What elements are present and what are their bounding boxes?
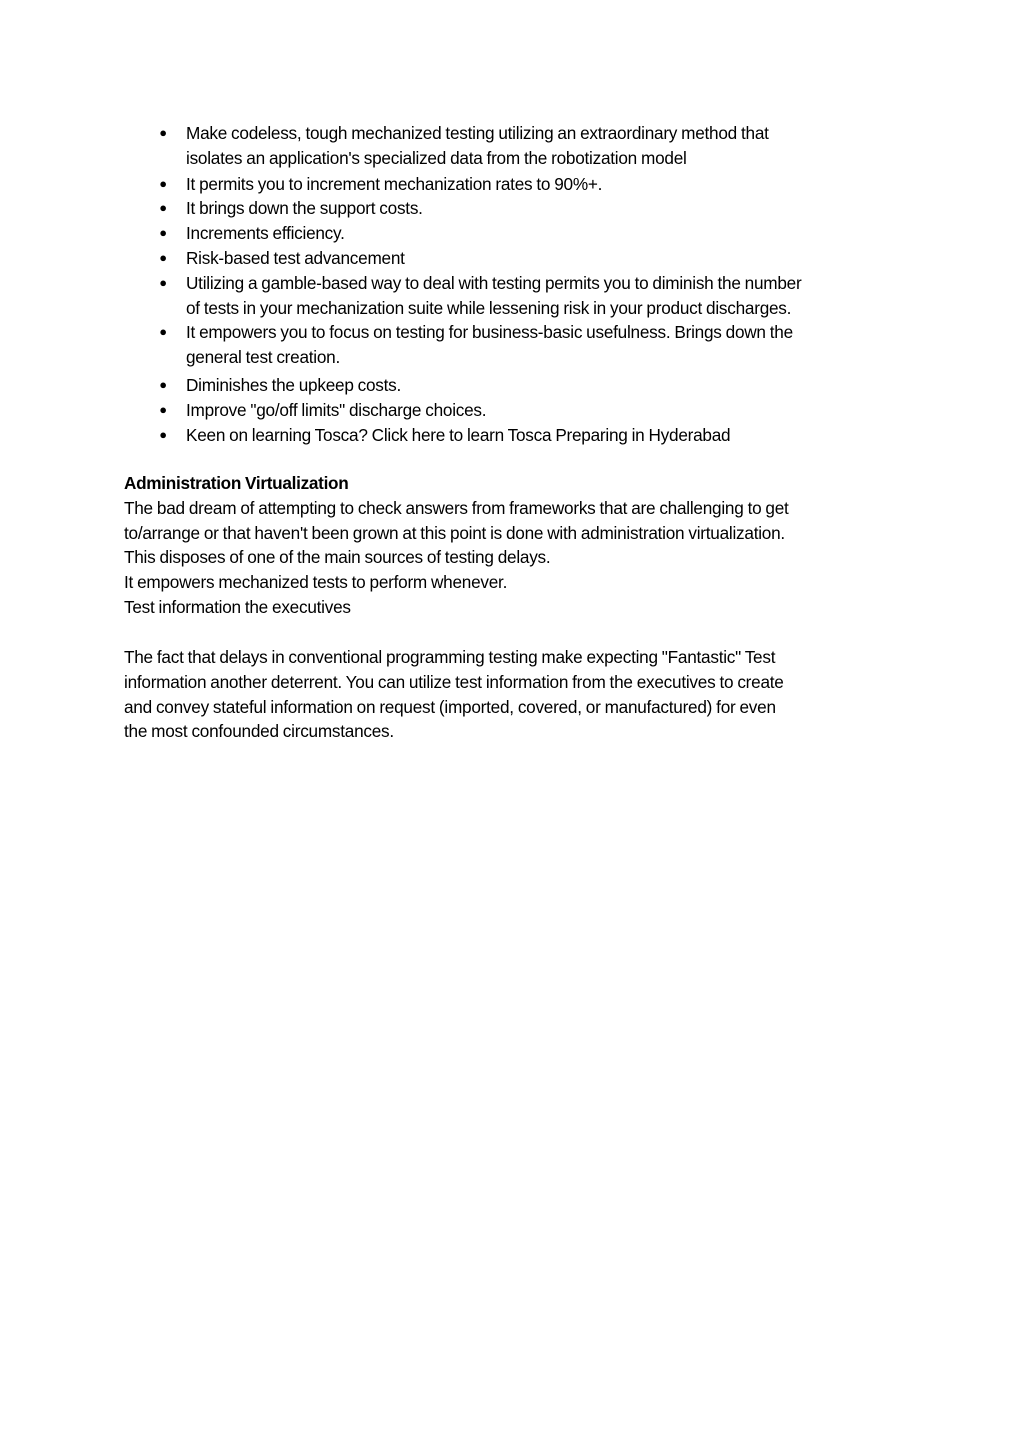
bullet-line: Improve "go/off limits" discharge choices.: [186, 399, 487, 420]
administration-virtualization-section: [124, 471, 914, 620]
benefits-bullet-list: [124, 121, 904, 447]
section-heading: Administration Virtualization: [124, 473, 349, 493]
bullet-dot-icon: ●: [159, 426, 167, 442]
bullet-dot-icon: ●: [159, 125, 167, 140]
bullet-item: [124, 121, 904, 171]
bullet-item: [124, 398, 904, 423]
test-data-management-paragraph: [124, 645, 914, 744]
bullet-item: [124, 221, 904, 246]
bullet-item: [124, 196, 904, 221]
bullet-line: It brings down the support costs.: [186, 198, 423, 219]
bullet-dot-icon: ●: [159, 225, 167, 241]
bullet-text: [186, 398, 904, 423]
bullet-item: [124, 271, 904, 321]
tosca-training-link-text[interactable]: Keen on learning Tosca? Click here to learn Tosca Preparing in Hyderabad: [186, 424, 731, 445]
bullet-text: [186, 172, 904, 197]
bullet-line: Diminishes the upkeep costs.: [186, 374, 402, 395]
bullet-dot-icon: ●: [159, 401, 167, 417]
paragraph-line: This disposes of one of the main sources of testing delays.: [124, 547, 551, 568]
bullet-text: [186, 121, 904, 171]
paragraph-line: The bad dream of attempting to check answers from frameworks that are challenging to get: [124, 497, 789, 518]
bullet-line: Utilizing a gamble-based way to deal with testing permits you to diminish the number: [186, 272, 802, 293]
bullet-text: [186, 196, 904, 221]
bullet-line: of tests in your mechanization suite while lessening risk in your product discharges.: [186, 297, 792, 318]
bullet-text: [186, 320, 904, 370]
bullet-line: general test creation.: [186, 347, 341, 368]
bullet-text: [186, 221, 904, 246]
bullet-line: Make codeless, tough mechanized testing utilizing an extraordinary method that: [186, 123, 769, 143]
bullet-dot-icon: ●: [159, 324, 167, 340]
bullet-dot-icon: ●: [159, 274, 167, 290]
bullet-text: [186, 246, 904, 271]
bullet-dot-icon: ●: [159, 376, 167, 392]
paragraph-line: the most confounded circumstances.: [124, 721, 394, 742]
paragraph-line: The fact that delays in conventional programming testing make expecting "Fantastic" Test: [124, 647, 776, 667]
bullet-line: Risk-based test advancement: [186, 247, 405, 268]
bullet-item: [124, 320, 904, 370]
bullet-dot-icon: ●: [159, 249, 167, 265]
bullet-dot-icon: ●: [159, 200, 167, 216]
paragraph-line: It empowers mechanized tests to perform whenever.: [124, 572, 508, 593]
bullet-line: It empowers you to focus on testing for business-basic usefulness. Brings down the: [186, 322, 793, 343]
bullet-text: [186, 373, 904, 398]
bullet-dot-icon: ●: [159, 175, 167, 191]
bullet-text: [186, 423, 904, 448]
paragraph-line: to/arrange or that haven't been grown at this point is done with administration virtualization.: [124, 522, 785, 543]
bullet-item: [124, 172, 904, 197]
bullet-line: It permits you to increment mechanization rates to 90%+.: [186, 173, 603, 194]
paragraph-line: and convey stateful information on request (imported, covered, or manufactured) for even: [124, 696, 776, 717]
bullet-line: isolates an application's specialized data from the robotization model: [186, 147, 687, 168]
paragraph-line: information another deterrent. You can utilize test information from the executives to create: [124, 671, 784, 692]
bullet-item: [124, 423, 904, 448]
bullet-text: [186, 271, 904, 321]
bullet-item: [124, 246, 904, 271]
bullet-item: [124, 373, 904, 398]
bullet-line: Increments efficiency.: [186, 223, 345, 244]
paragraph-line: Test information the executives: [124, 596, 351, 617]
